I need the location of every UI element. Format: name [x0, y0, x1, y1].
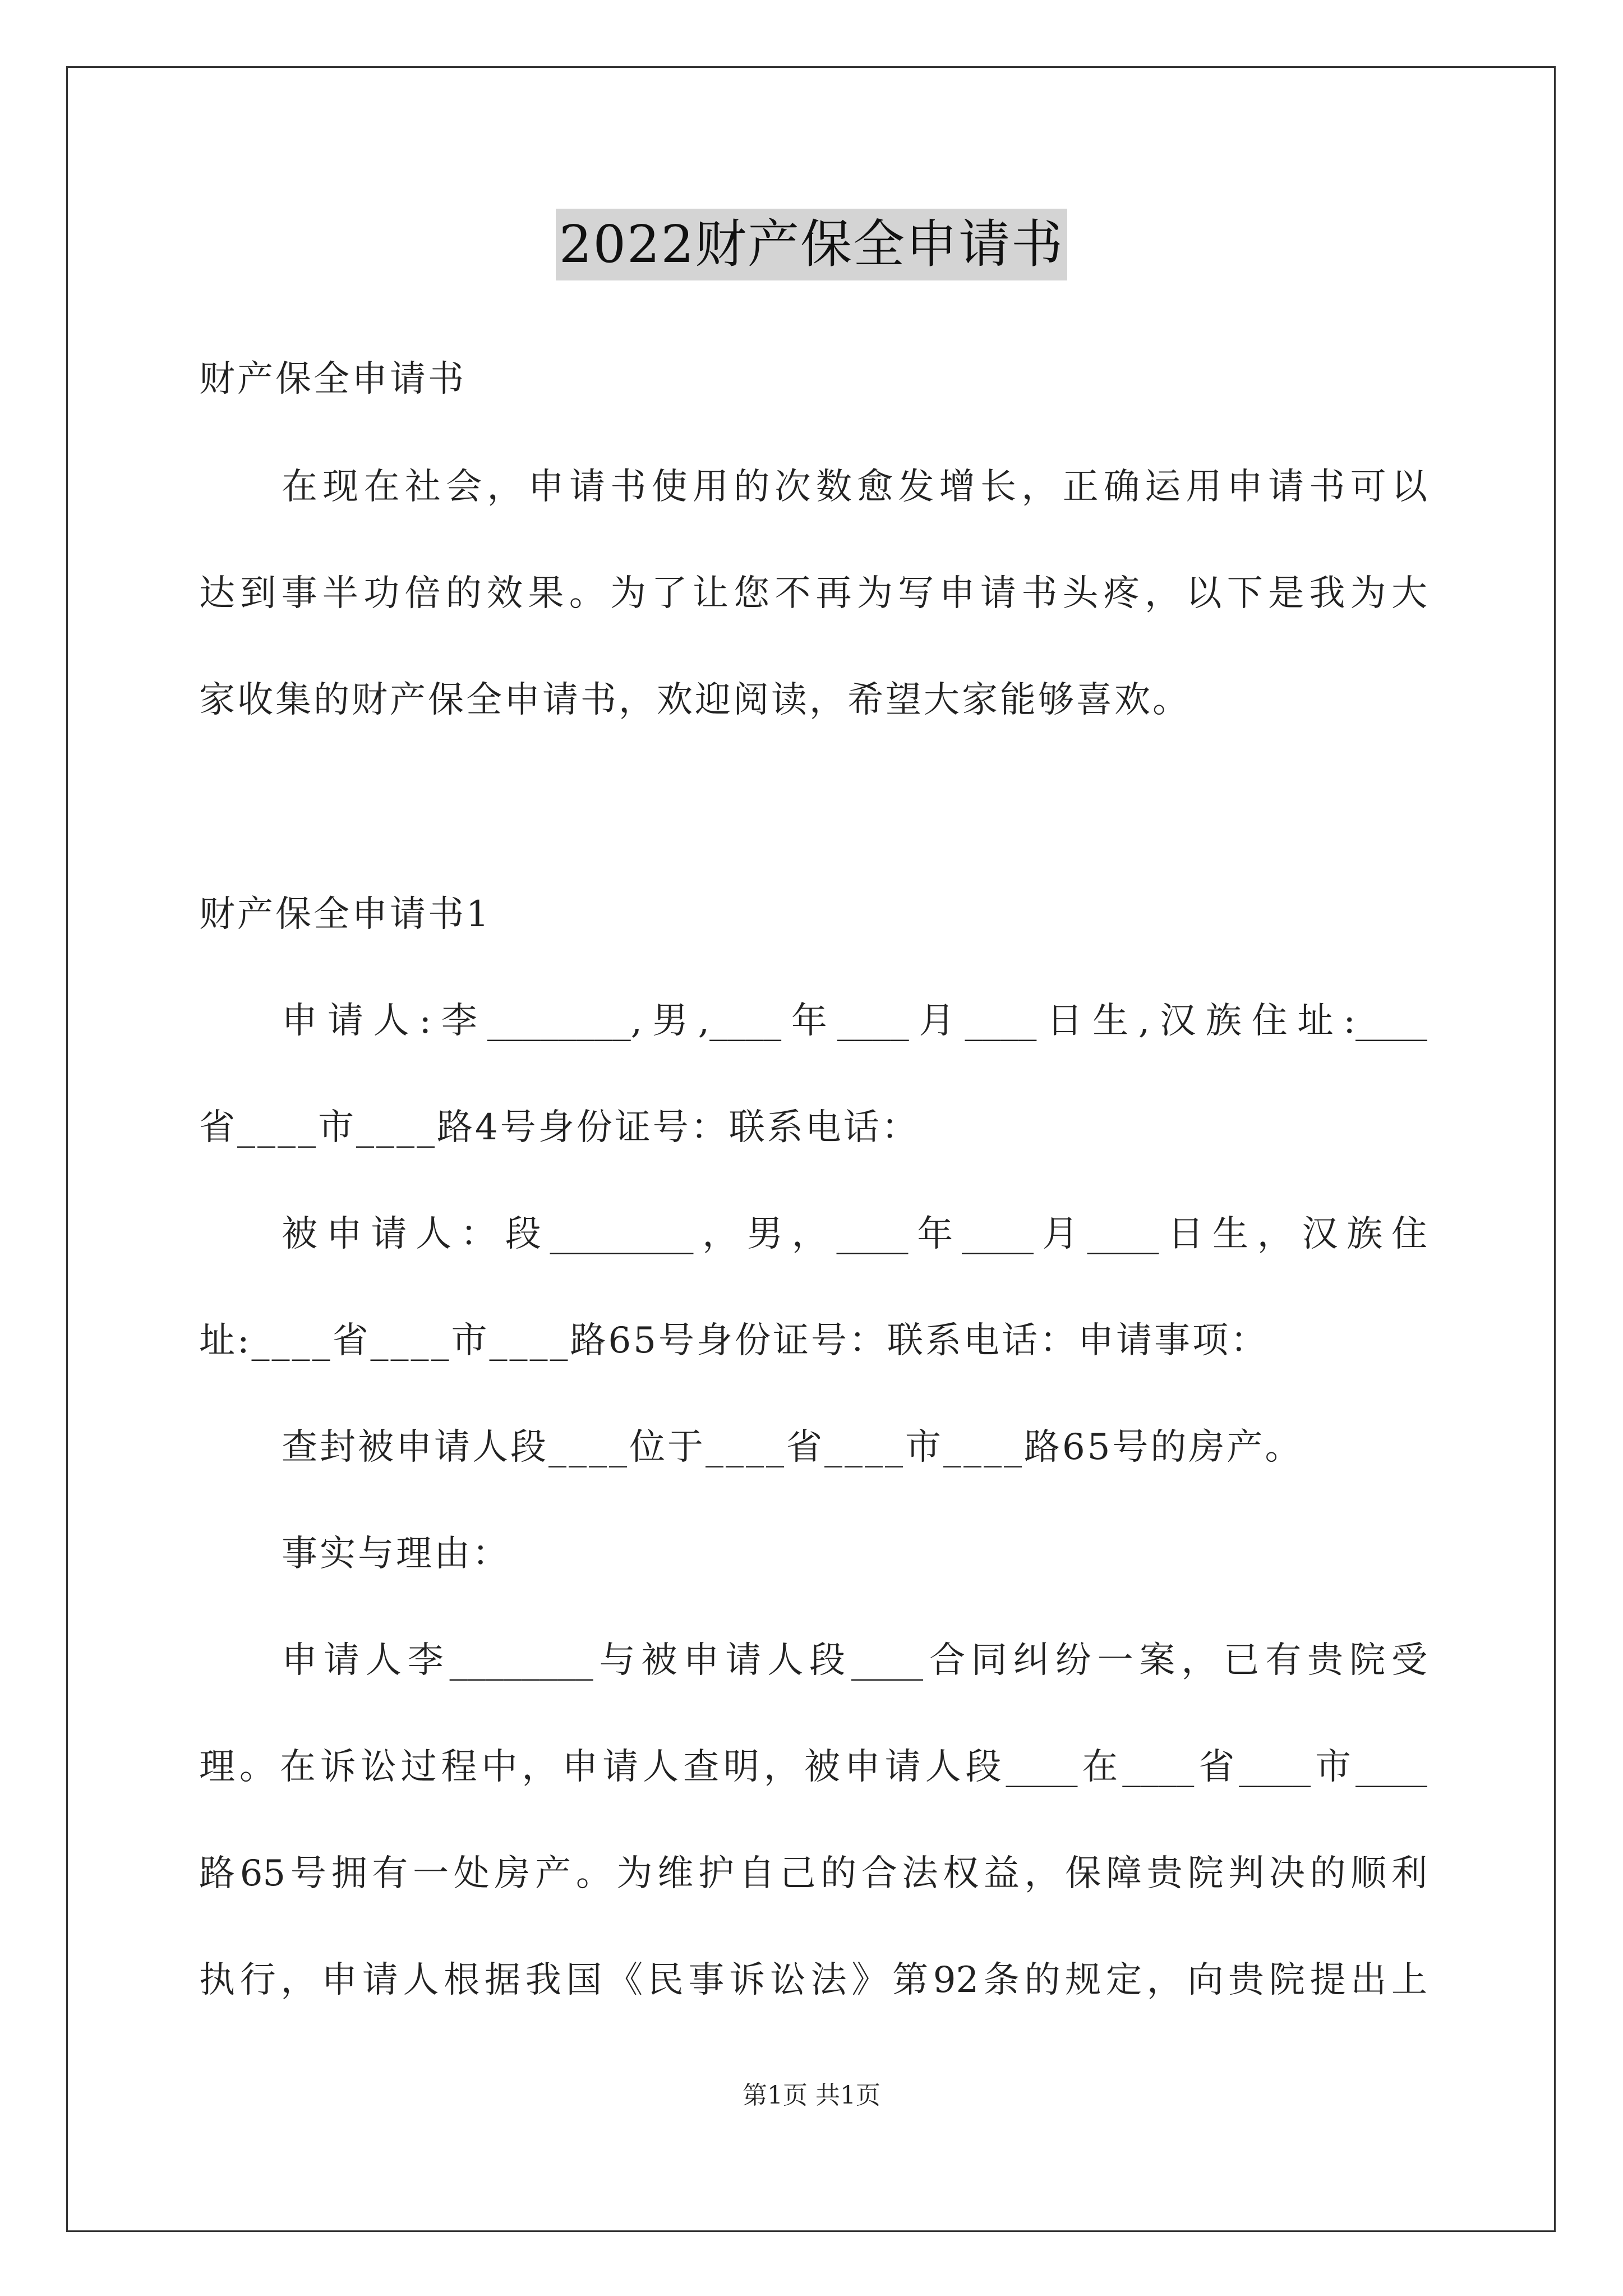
body-line: 执行，申请人根据我国《民事诉讼法》第92条的规定，向贵院提出上 [199, 1959, 1427, 2001]
intro-paragraph-line: 在现在社会，申请书使用的次数愈发增长，正确运用申请书可以 [282, 466, 1427, 508]
body-line: 申请人李________与被申请人段____合同纠纷一案，已有贵院受 [282, 1640, 1427, 1681]
body-line: 查封被申请人段____位于____省____市____路65号的房产。 [282, 1427, 1303, 1468]
body-line: 路65号拥有一处房产。为维护自己的合法权益，保障贵院判决的顺利 [199, 1853, 1427, 1894]
body-line: 申请人:李________,男,____年____月____日生,汉族住址:____ [282, 1000, 1427, 1042]
section-heading: 财产保全申请书1 [199, 894, 491, 935]
body-line: 址:____省____市____路65号身份证号：联系电话：申请事项： [199, 1320, 1269, 1361]
document-title: 2022财产保全申请书 [556, 209, 1067, 280]
body-line: 被申请人：段________，男，____年____月____日生，汉族住 [282, 1213, 1427, 1255]
body-line: 省____市____路4号身份证号：联系电话： [199, 1107, 920, 1148]
title-area [0, 209, 1623, 280]
body-line: 理。在诉讼过程中，申请人查明，被申请人段____在____省____市____ [199, 1746, 1427, 1788]
body-line: 事实与理由： [282, 1533, 510, 1575]
page-footer: 第1页 共1页 [743, 2081, 880, 2110]
intro-paragraph-line: 家收集的财产保全申请书，欢迎阅读，希望大家能够喜欢。 [199, 679, 1191, 721]
intro-heading: 财产保全申请书 [199, 358, 466, 400]
intro-paragraph-line: 达到事半功倍的效果。为了让您不再为写申请书头疼，以下是我为大 [199, 573, 1427, 614]
